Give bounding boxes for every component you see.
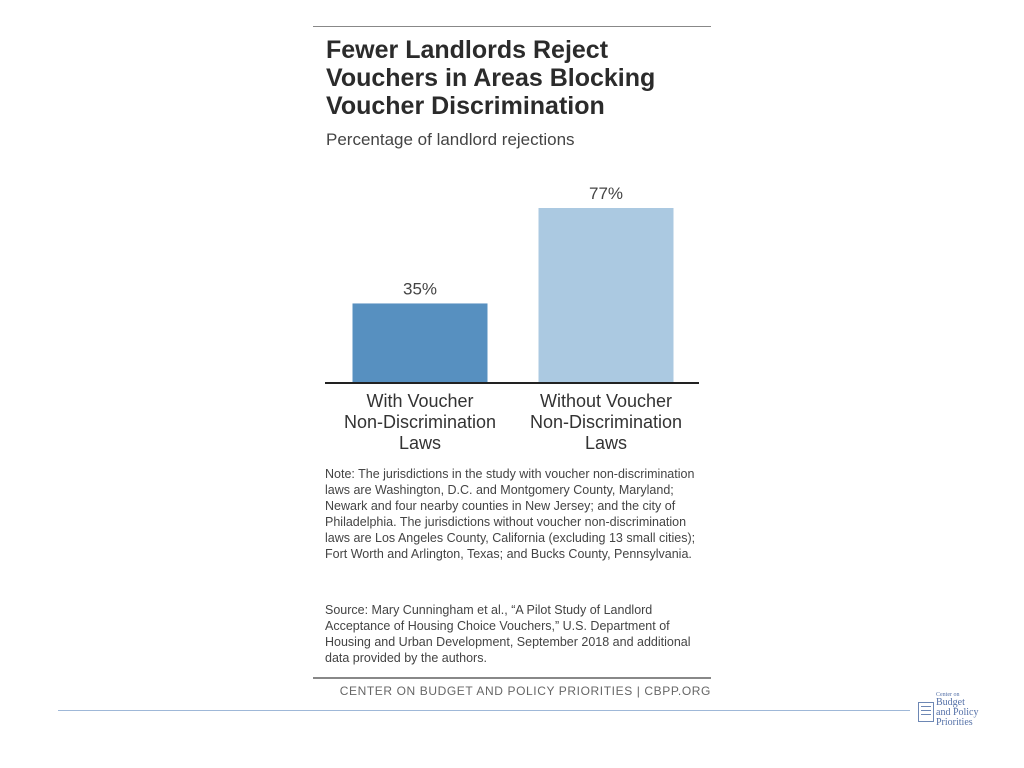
value-label-2: 77% xyxy=(588,184,624,203)
cbpp-logo xyxy=(918,690,998,734)
chart-subtitle: Percentage of landlord rejections xyxy=(326,130,575,149)
category-label-2-line-3: Laws xyxy=(584,433,628,453)
logo-line: Priorities xyxy=(936,717,973,728)
bottom-rule xyxy=(313,677,711,679)
category-label-1-line-2: Non-Discrimination xyxy=(343,412,497,432)
bar-chart xyxy=(313,24,713,464)
logo-text xyxy=(936,692,1006,728)
category-label-2-line-2: Non-Discrimination xyxy=(529,412,683,432)
footer-credit: CENTER ON BUDGET AND POLICY PRIORITIES | CBPP.ORG xyxy=(339,684,711,698)
logo-line: and Policy xyxy=(936,707,979,718)
logo-line: Center on xyxy=(936,692,960,698)
chart-card xyxy=(313,24,713,712)
chart-title: Fewer Landlords Reject Vouchers in Areas Blocking Voucher Discrimination xyxy=(326,36,656,120)
slide-divider xyxy=(58,710,910,711)
chart-note: Note: The jurisdictions in the study with voucher non-discrimination laws are Washington, D.C. and Montgomery County, Maryland; Newark and four nearby counties in New Jersey; and the city of Philadelphia. The jurisdictions without voucher non-discrimination laws are Los Angeles County, California (excluding 13 small cities); Fort Worth and Arlington, Texas; and Bucks County, Pennsylvania. xyxy=(325,467,696,561)
category-label-2-line-1: Without Voucher xyxy=(539,391,673,411)
bar-2 xyxy=(539,208,674,383)
logo-line: Budget xyxy=(936,697,965,708)
building-icon xyxy=(918,702,934,722)
chart-source: Source: Mary Cunningham et al., “A Pilot Study of Landlord Acceptance of Housing Choice Vouchers,” U.S. Department of Housing and Urban Development, September 2018 and additional data provided by the authors. xyxy=(325,603,691,665)
category-label-1-line-3: Laws xyxy=(398,433,442,453)
category-label-1-line-1: With Voucher xyxy=(366,391,474,411)
bar-1 xyxy=(353,303,488,383)
value-label-1: 35% xyxy=(402,279,438,299)
